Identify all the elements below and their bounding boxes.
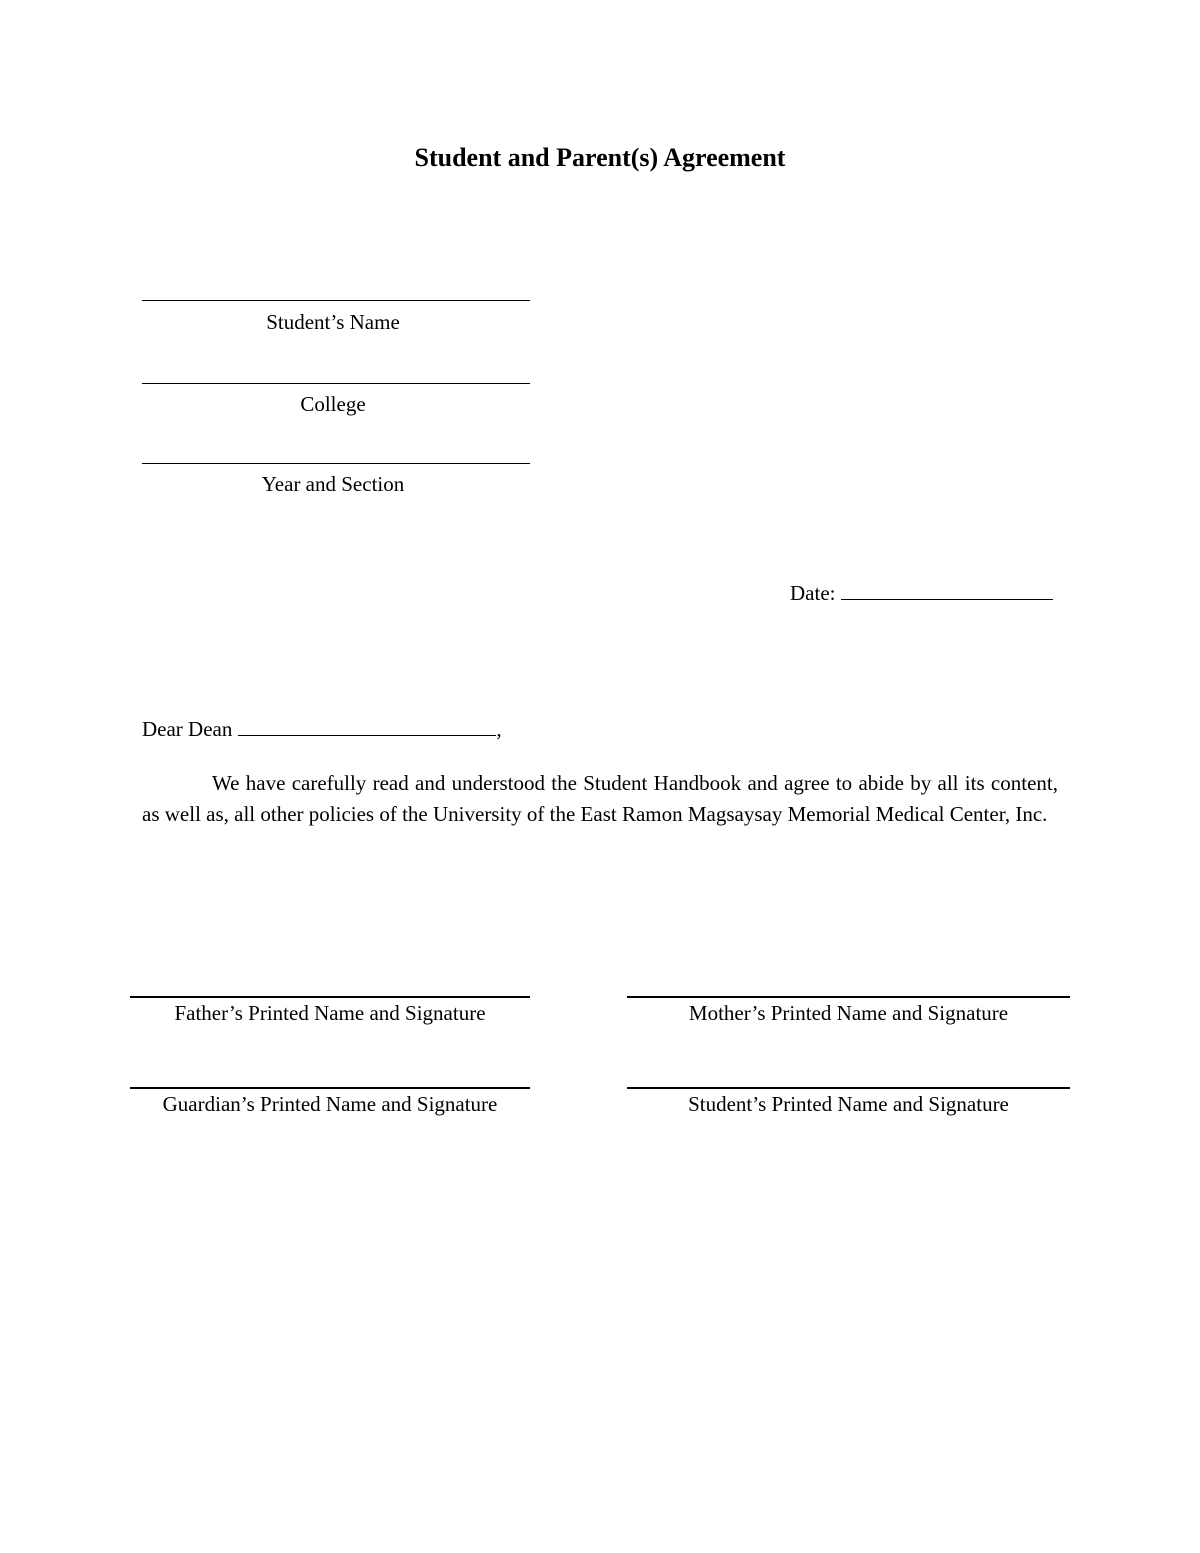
college-label: College: [300, 392, 366, 416]
student-name-line[interactable]: [142, 300, 530, 301]
salutation: [142, 716, 502, 742]
dean-name-line[interactable]: [238, 717, 496, 736]
father-signature-label: Father’s Printed Name and Signature: [174, 1001, 486, 1025]
salutation-prefix: Dear Dean: [142, 717, 233, 741]
year-section-label: Year and Section: [261, 472, 405, 496]
mother-signature-line[interactable]: [627, 996, 1070, 998]
document-title: Student and Parent(s) Agreement: [414, 143, 786, 172]
date-row: [790, 580, 1053, 606]
student-name-label: Student’s Name: [266, 310, 400, 334]
mother-signature-label: Mother’s Printed Name and Signature: [688, 1001, 1009, 1025]
student-signature-label: Student’s Printed Name and Signature: [688, 1092, 1009, 1116]
guardian-signature-line[interactable]: [130, 1087, 530, 1089]
student-signature-line[interactable]: [627, 1087, 1070, 1089]
date-line[interactable]: [841, 581, 1053, 600]
salutation-comma: ,: [496, 717, 502, 741]
year-section-line[interactable]: [142, 463, 530, 464]
guardian-signature-label: Guardian’s Printed Name and Signature: [162, 1092, 498, 1116]
college-line[interactable]: [142, 383, 530, 384]
agreement-paragraph: We have carefully read and understood the Student Handbook and agree to abide by all its content, as well as, all other policies of the University of the East Ramon Magsaysay Memorial Medical Center, Inc.: [142, 771, 1058, 826]
father-signature-line[interactable]: [130, 996, 530, 998]
date-label: Date:: [790, 581, 836, 605]
